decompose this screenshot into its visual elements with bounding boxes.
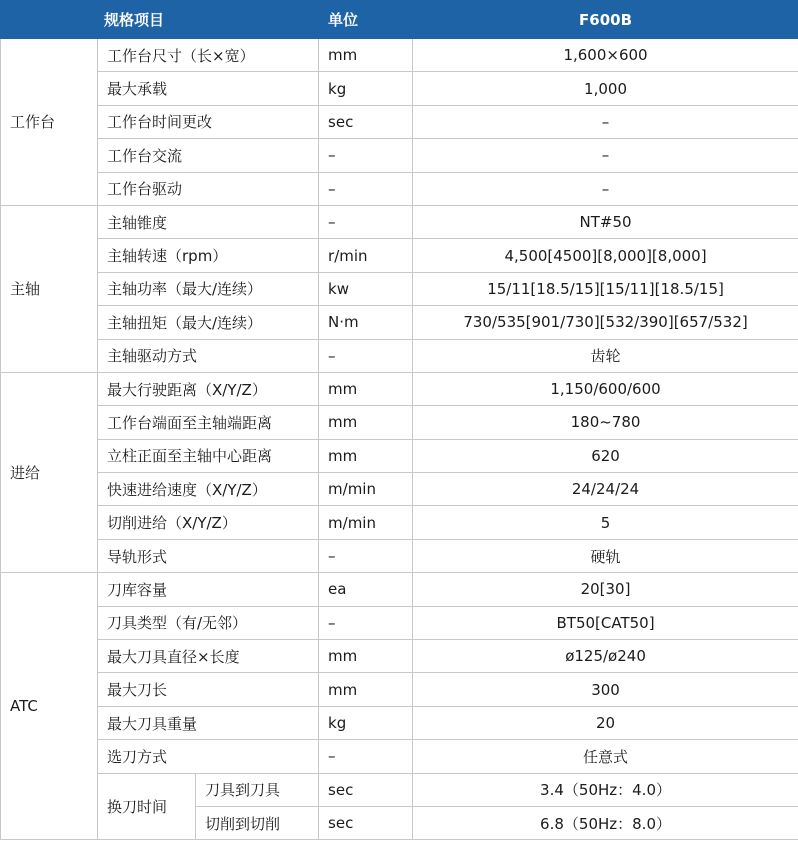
row-unit: sec [319, 806, 413, 839]
table-row [1, 773, 798, 806]
row-value: 15/11[18.5/15][15/11][18.5/15] [413, 272, 798, 305]
table-row [1, 39, 798, 72]
row-unit: – [319, 339, 413, 372]
table-row [1, 439, 798, 472]
group-label-spindle: 主轴 [1, 205, 98, 372]
table-row [1, 272, 798, 305]
row-unit: kg [319, 72, 413, 105]
row-value: 1,150/600/600 [413, 372, 798, 405]
row-unit: mm [319, 406, 413, 439]
row-subitem: 切削到切削 [196, 806, 319, 839]
row-item: 切削进给（X/Y/Z） [98, 506, 319, 539]
table-row [1, 239, 798, 272]
table-row [1, 72, 798, 105]
row-value: 300 [413, 673, 798, 706]
row-item: 主轴驱动方式 [98, 339, 319, 372]
row-unit: m/min [319, 506, 413, 539]
tool-change-label: 换刀时间 [98, 773, 196, 840]
row-item: 工作台时间更改 [98, 105, 319, 138]
group-label-atc: ATC [1, 573, 98, 840]
row-unit: – [319, 205, 413, 238]
row-unit: sec [319, 773, 413, 806]
row-value: 620 [413, 439, 798, 472]
row-item: 最大刀长 [98, 673, 319, 706]
row-unit: r/min [319, 239, 413, 272]
row-item: 主轴锥度 [98, 205, 319, 238]
table-row [1, 506, 798, 539]
row-unit: mm [319, 673, 413, 706]
row-unit: N·m [319, 306, 413, 339]
row-item: 最大承载 [98, 72, 319, 105]
row-item: 刀具类型（有/无邻） [98, 606, 319, 639]
row-unit: – [319, 740, 413, 773]
table-row [1, 640, 798, 673]
row-unit: – [319, 172, 413, 205]
row-value: 硬轨 [413, 539, 798, 572]
table-row [1, 105, 798, 138]
header-model: F600B [413, 1, 798, 39]
row-unit: mm [319, 640, 413, 673]
row-item: 最大刀具重量 [98, 706, 319, 739]
row-value: 4,500[4500][8,000][8,000] [413, 239, 798, 272]
row-unit: sec [319, 105, 413, 138]
row-value: 3.4（50Hz：4.0） [413, 773, 798, 806]
row-value: – [413, 172, 798, 205]
row-value: – [413, 139, 798, 172]
row-item: 立柱正面至主轴中心距离 [98, 439, 319, 472]
row-unit: – [319, 606, 413, 639]
row-unit: – [319, 539, 413, 572]
row-value: 5 [413, 506, 798, 539]
table-row [1, 172, 798, 205]
row-item: 刀库容量 [98, 573, 319, 606]
row-value: 1,600×600 [413, 39, 798, 72]
table-row [1, 539, 798, 572]
row-item: 主轴功率（最大/连续） [98, 272, 319, 305]
row-item: 选刀方式 [98, 740, 319, 773]
row-value: 180~780 [413, 406, 798, 439]
row-unit: kw [319, 272, 413, 305]
row-item: 工作台交流 [98, 139, 319, 172]
row-value: 24/24/24 [413, 473, 798, 506]
row-unit: – [319, 139, 413, 172]
row-value: BT50[CAT50] [413, 606, 798, 639]
row-value: ø125/ø240 [413, 640, 798, 673]
table-row [1, 306, 798, 339]
row-value: 1,000 [413, 72, 798, 105]
row-unit: mm [319, 439, 413, 472]
header-row [1, 1, 798, 39]
table-row [1, 740, 798, 773]
row-item: 工作台尺寸（长×宽） [98, 39, 319, 72]
row-unit: m/min [319, 473, 413, 506]
row-unit: mm [319, 372, 413, 405]
row-value: 齿轮 [413, 339, 798, 372]
row-value: – [413, 105, 798, 138]
row-subitem: 刀具到刀具 [196, 773, 319, 806]
header-unit: 单位 [319, 1, 413, 39]
row-item: 最大行驶距离（X/Y/Z） [98, 372, 319, 405]
table-row [1, 372, 798, 405]
row-unit: mm [319, 39, 413, 72]
row-value: 730/535[901/730][532/390][657/532] [413, 306, 798, 339]
row-value: NT#50 [413, 205, 798, 238]
table-row [1, 473, 798, 506]
table-row [1, 573, 798, 606]
row-item: 导轨形式 [98, 539, 319, 572]
table-row [1, 205, 798, 238]
row-item: 最大刀具直径×长度 [98, 640, 319, 673]
row-item: 主轴扭矩（最大/连续） [98, 306, 319, 339]
row-value: 20[30] [413, 573, 798, 606]
row-value: 20 [413, 706, 798, 739]
header-item: 规格项目 [1, 1, 319, 39]
table-row [1, 606, 798, 639]
row-item: 快速进给速度（X/Y/Z） [98, 473, 319, 506]
table-row [1, 406, 798, 439]
table-row [1, 706, 798, 739]
row-item: 工作台驱动 [98, 172, 319, 205]
table-row [1, 339, 798, 372]
group-label-worktable: 工作台 [1, 39, 98, 206]
group-label-feed: 进给 [1, 372, 98, 572]
row-unit: kg [319, 706, 413, 739]
row-value: 6.8（50Hz：8.0） [413, 806, 798, 839]
row-value: 任意式 [413, 740, 798, 773]
table-row [1, 673, 798, 706]
row-unit: ea [319, 573, 413, 606]
row-item: 工作台端面至主轴端距离 [98, 406, 319, 439]
table-row [1, 139, 798, 172]
row-item: 主轴转速（rpm） [98, 239, 319, 272]
